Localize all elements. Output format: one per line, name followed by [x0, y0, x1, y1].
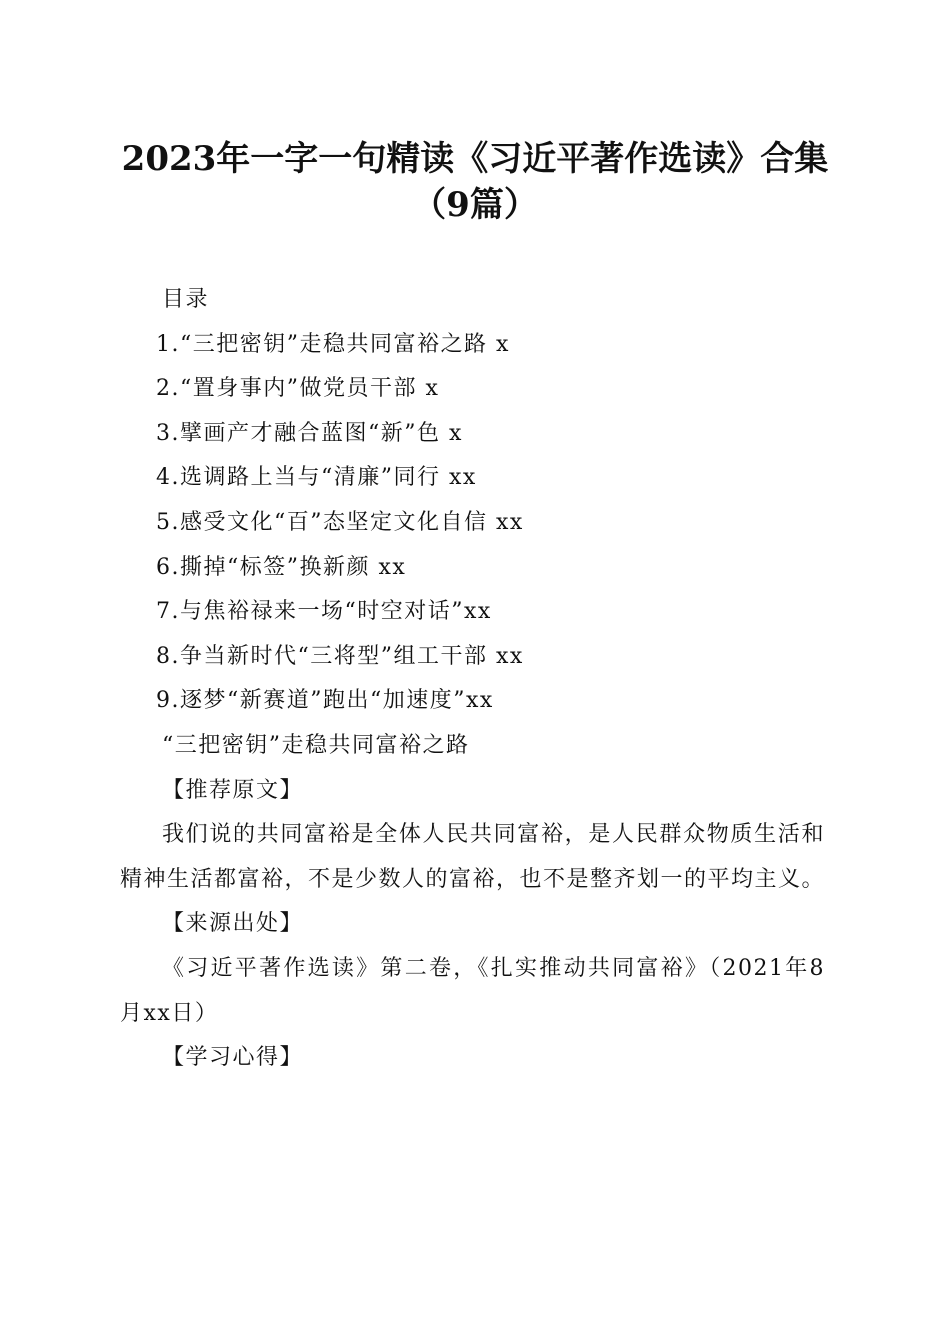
toc-item: 9.逐梦“新赛道”跑出“加速度”xx: [156, 688, 494, 714]
source-text: 《习近平著作选读》第二卷，《扎实推动共同富裕》（2021年8月xx日）: [120, 955, 825, 1026]
toc-item: 3.擘画产才融合蓝图“新”色 x: [156, 420, 463, 446]
toc-item: 1.“三把密钥”走稳共同富裕之路 x: [156, 331, 510, 357]
toc-item: 2.“置身事内”做党员干部 x: [156, 376, 440, 402]
label-notes: 【学习心得】: [162, 1045, 304, 1071]
toc-item: 6.撕掉“标签”换新颜 xx: [156, 554, 407, 580]
toc-item: 8.争当新时代“三将型”组工干部 xx: [156, 643, 524, 669]
original-text: 我们说的共同富裕是全体人民共同富裕，是人民群众物质生活和精神生活都富裕，不是少数人的富裕，也不是整齐划一的平均主义。: [120, 822, 826, 892]
toc-item: 4.选调路上当与“清廉”同行 xx: [156, 465, 477, 491]
document-title: 2023年一字一句精读《习近平著作选读》合集（9篇）: [121, 139, 829, 225]
toc-item: 5.感受文化“百”态坚定文化自信 xx: [156, 509, 524, 535]
section-title: “三把密钥”走稳共同富裕之路: [162, 732, 470, 758]
toc-item: 7.与焦裕禄来一场“时空对话”xx: [156, 599, 492, 625]
label-source: 【来源出处】: [162, 911, 304, 937]
document-body: [120, 278, 825, 1081]
toc-heading: 目录: [162, 287, 210, 312]
label-original: 【推荐原文】: [162, 777, 304, 803]
